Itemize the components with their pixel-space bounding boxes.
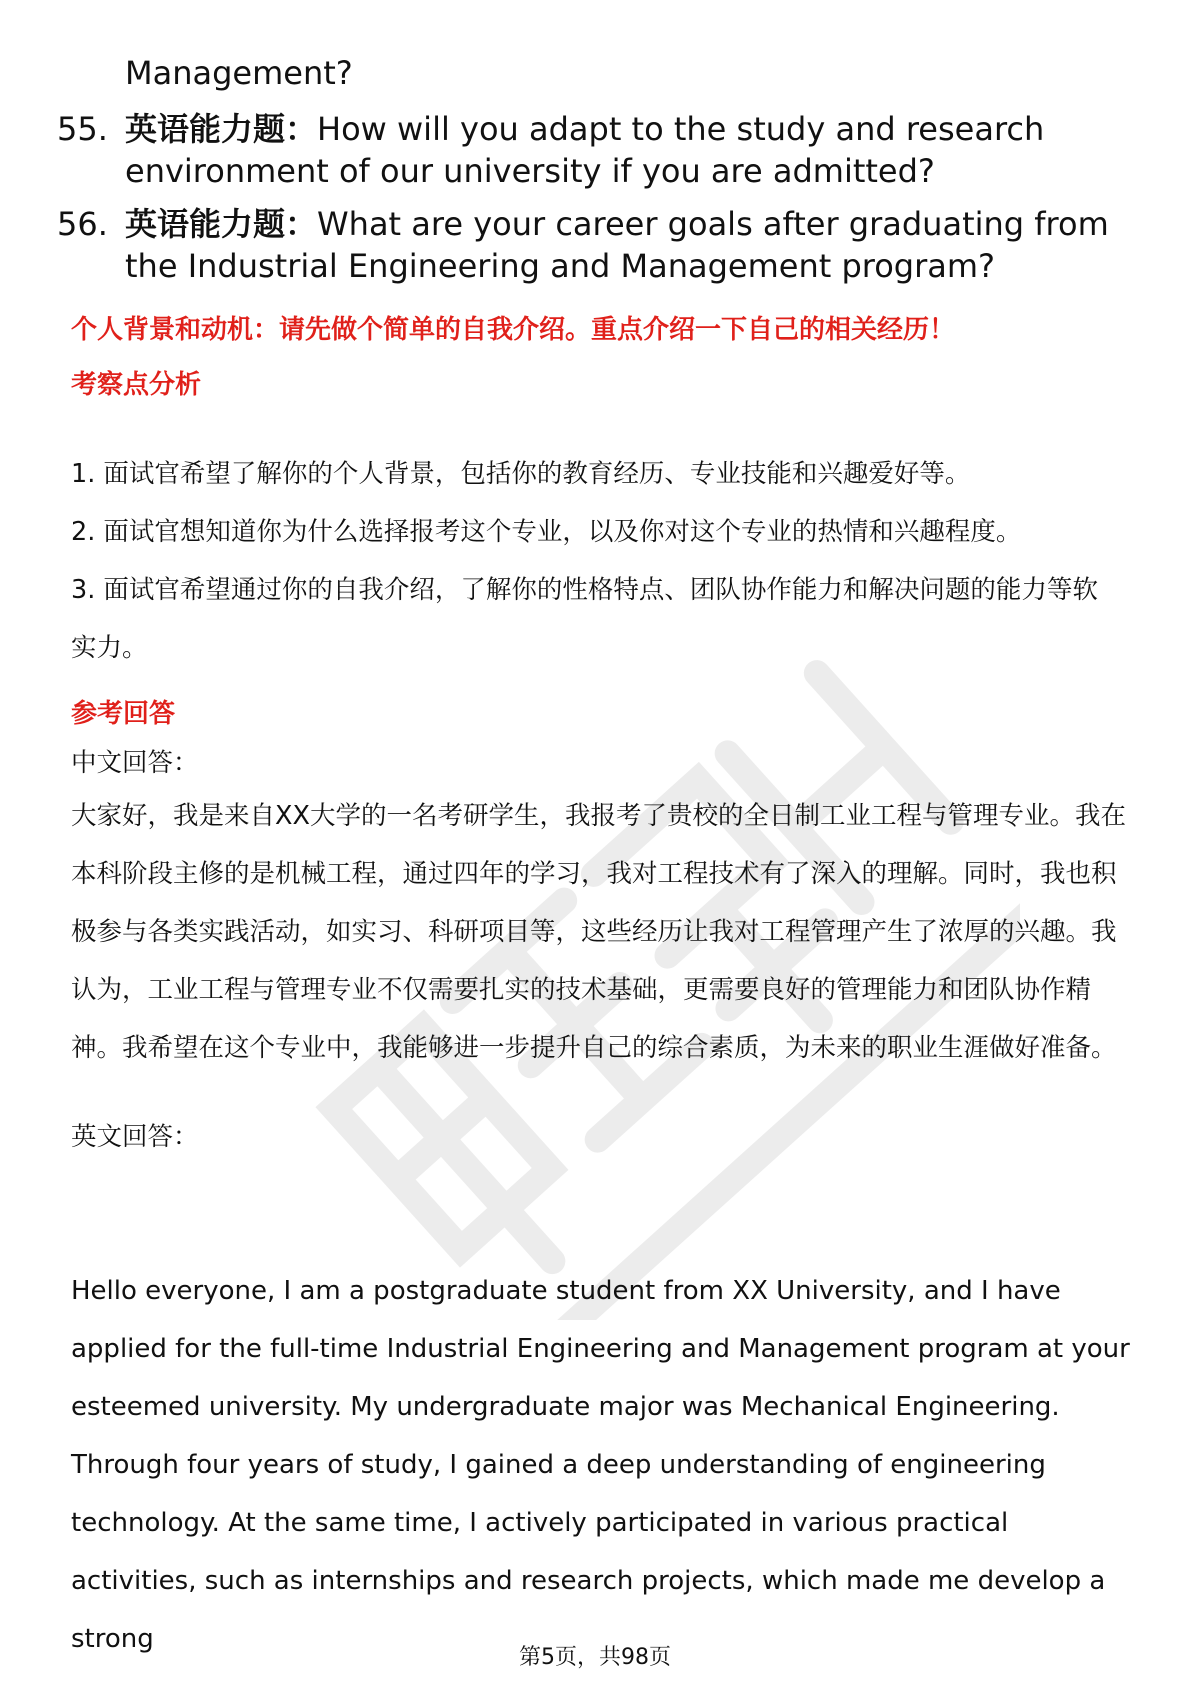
question-label: 英语能力题： [125, 205, 318, 243]
question-continuation: Management? [125, 54, 353, 92]
page-footer: 第5页，共98页 [519, 1645, 671, 1670]
question-number: 56. [57, 205, 108, 243]
analysis-heading: 考察点分析 [71, 370, 202, 400]
chinese-answer: 大家好，我是来自XX大学的一名考研学生，我报考了贵校的全日制工业工程与管理专业。我在本科阶段主修的是机械工程，通过四年的学习，我对工程技术有了深入的理解。同时，我也积极参与各类实践活动，如实习、科研项目等，这些经历让我对工程管理产生了浓厚的兴趣。我认为，工业工程与管理专业不仅需要扎实的技术基础，更需要良好的管理能力和团队协作精神。我希望在这个专业中，我能够进一步提升自己的综合素质，为未来的职业生涯做好准备。 [71, 801, 1126, 1063]
analysis-point: 3. 面试官希望通过你的自我介绍，了解你的性格特点、团队协作能力和解决问题的能力等软实力。 [71, 575, 1098, 663]
section-heading: 个人背景和动机：请先做个简单的自我介绍。重点介绍一下自己的相关经历！ [71, 315, 956, 345]
reference-heading: 参考回答 [71, 699, 176, 729]
question-text: How will you adapt to the study and research environment of our university if you are admitted? [125, 110, 1045, 190]
question-item-55 [57, 108, 1117, 192]
question-item-56 [57, 203, 1117, 287]
analysis-point: 1. 面试官希望了解你的个人背景，包括你的教育经历、专业技能和兴趣爱好等。 [71, 459, 971, 489]
question-number: 55. [57, 110, 108, 148]
question-text: What are your career goals after graduating from the Industrial Engineering and Management program? [125, 205, 1109, 285]
question-label: 英语能力题： [125, 110, 318, 148]
english-answer-label: 英文回答： [71, 1122, 199, 1152]
analysis-points [71, 445, 1121, 677]
chinese-answer-label: 中文回答： [71, 748, 199, 778]
english-answer: Hello everyone, I am a postgraduate student from XX University, and I have applied for the full-time Industrial Engineering and Management program at your esteemed university. My undergraduate major was Mechanical Engineering. Through four years of study, I gained a deep understanding of engineering technology. At the same time, I actively participated in various practical activities, such as internships and research projects, which made me develop a strong [71, 1276, 1130, 1654]
analysis-point: 2. 面试官想知道你为什么选择报考这个专业，以及你对这个专业的热情和兴趣程度。 [71, 517, 1022, 547]
